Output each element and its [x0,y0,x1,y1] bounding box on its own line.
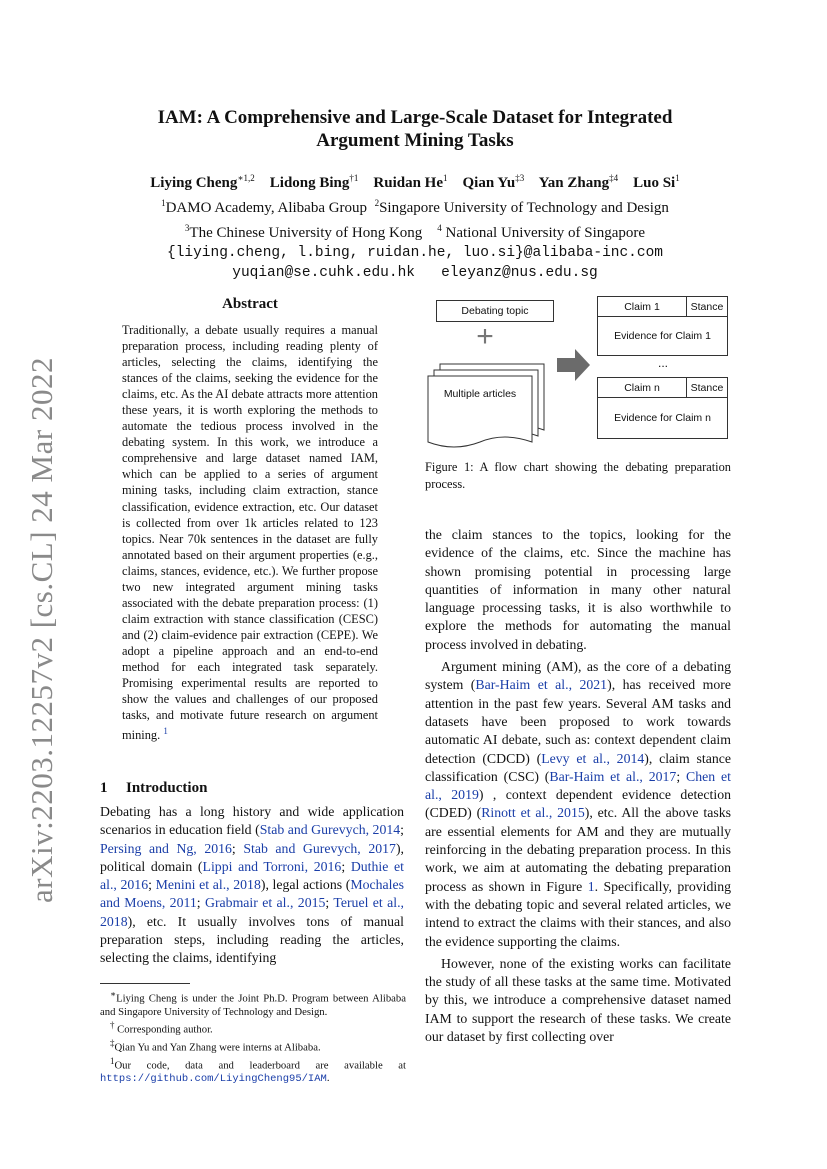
paragraph: the claim stances to the topics, looking for the evidence of the claims, etc. Since the machine has shown promising potential in processing large quantities of information in many other natural language processing tasks, it is also worthwhile to explore the methods for automating the manual process involved in debating. [425,527,731,652]
figure-ref-link[interactable]: 1 [587,878,595,894]
author: Lidong Bing$^{\dagger 1}$ [269,173,359,191]
email-line-1: {liying.cheng, l.bing, ruidan.he, luo.si}@alibaba-inc.com [167,245,663,261]
right-column-text [425,526,731,1046]
plus-sign: + [476,320,494,353]
intro-paragraph: Debating has a long history and wide application scenarios in education field (Stab and Gurevych, 2014; Persing and Ng, 2016; Stab and Gurevych, 2017), political domain (Lippi and Torroni, 2016; Duthie et al., 2016; Menini et al., 2018), legal actions (Mochales and Moens, 2011; Grabmair et al., 2015; Teruel et al., 2018), etc. It usually involves tons of manual preparation steps, including reading the articles, selecting the claims, identifying [100,804,404,966]
citation-link[interactable]: Bar-Haim et al., 2017 [549,768,677,784]
stance-1-box: Stance [686,296,728,317]
citation-link[interactable]: Persing and Ng, 2016 [100,840,232,856]
paper-title [90,106,740,152]
abstract-heading: Abstract [222,296,278,312]
author-names [90,168,740,193]
arxiv-identifier: arXiv:2203.12257v2 [cs.CL] 24 Mar 2022 [24,357,59,903]
citation-link[interactable]: Duthie et al., 2016 [100,858,404,893]
title-line-2: Argument Mining Tasks [316,130,514,151]
affiliation-line-1: $^1$DAMO Academy, Alibaba Group $^2$Singapore University of Technology and Design [161,198,669,216]
section-heading-introduction: 1 Introduction [100,780,208,796]
citation-link[interactable]: Mochales and Moens, 2011 [100,877,404,911]
claim-n-box: Claim n [597,377,687,398]
stance-n-box: Stance [686,377,728,398]
arrow-right-icon [557,349,591,381]
paragraph: However, none of the existing works can facilitate the study of all these tasks at the same time. Motivated by this, we introduce a comprehensive dataset named IAM to support the research of these tasks. We create our dataset by first collecting over [425,955,731,1045]
abstract-text: Traditionally, a debate usually requires a manual preparation process, including reading plenty of articles, selecting the claims, identifying the stances of the claims, seeking the evidence for the claims, etc. As the AI debate attracts more attention these years, it is worth exploring the methods to automate the tedious process involved in the debating system. In this work, we introduce a comprehensive and large dataset named IAM, which can be applied to a series of argument mining tasks, including claim extraction, stance classification, evidence extraction, etc. Our dataset is collected from over 1k articles related to 123 topics. Near 70k sentences in the dataset are fully annotated based on their argument properties (e.g., claims, stances, evidence, etc.). We further propose two new integrated argument mining tasks associated with the debate preparation process: (1) claim extraction with stance classification (CESC) and (2) claim-evidence pair extraction (CEPE). We adopt a pipeline approach and an end-to-end method for each integrated task separately. Promising experimental results are reported to show the values and challenges of our proposed tasks, and motivate future research on argument mining. $^1$ [122,323,378,743]
author: Yan Zhang$^{\ddagger 4}$ [538,173,619,191]
evidence-n-box: Evidence for Claim n [597,397,728,439]
paragraph: Argument mining (AM), as the core of a debating system (Bar-Haim et al., 2021), has received more attention in the past few years. Several AM tasks and datasets have been proposed to work towards automatic AI debate, such as: context dependent claim detection (CDCD) (Levy et al., 2014), claim stance classification (CSC) (Bar-Haim et al., 2017; Chen et al., 2019) , context dependent evidence detection (CDED) (Rinott et al., 2015), etc. All the above tasks are essential elements for AM and they are mutually reinforcing in the debating preparation process. In this work, we aim at automating the debating preparation process as shown in Figure 1. Specifically, providing with the debating topic and several related articles, we intend to extract the claims with their stances, and also the evidence supporting the claims. [425,659,731,949]
figure-1 [426,292,732,452]
author-block [90,168,740,283]
multiple-articles-label: Multiple articles [443,388,517,400]
footnotes [100,988,406,1086]
github-link[interactable]: https://github.com/LiyingCheng95/IAM [100,1073,327,1086]
citation-link[interactable]: Lippi and Torroni, 2016 [202,858,342,874]
title-line-1: IAM: A Comprehensive and Large-Scale Dataset for Integrated [157,107,673,128]
debating-topic-box: Debating topic [436,300,554,322]
footnote: ‡Qian Yu and Yan Zhang were interns at Alibaba. [110,1037,321,1054]
footnote: $^1$Our code, data and leaderboard are available at https://github.com/LiyingCheng95/IAM. [100,1055,406,1086]
affiliation-line-2: $^3$The Chinese University of Hong Kong $^4$ National University of Singapore [184,223,646,241]
footnote: † Corresponding author. [110,1019,213,1036]
citation-link[interactable]: Grabmair et al., 2015 [204,895,326,911]
evidence-1-box: Evidence for Claim 1 [597,316,728,356]
figure-caption: Figure 1: A flow chart showing the debating preparation process. [425,460,732,491]
footnote-ref-1[interactable]: 1 [163,726,168,737]
citation-link[interactable]: Rinott et al., 2015 [481,805,585,821]
author: Ruidan He$^1$ [373,173,448,191]
footnote-rule [100,983,190,984]
citation-link[interactable]: Levy et al., 2014 [541,750,645,766]
document-stack-icon [426,356,556,452]
author: Liying Cheng$^{∗1,2}$ [150,173,255,191]
email-line-2: yuqian@se.cuhk.edu.hk eleyanz@nus.edu.sg [232,265,598,281]
claim-1-box: Claim 1 [597,296,687,317]
author: Luo Si$^1$ [633,173,680,191]
citation-link[interactable]: Chen et al., 2019 [425,768,731,803]
citation-link[interactable]: Menini et al., 2018 [155,877,261,893]
footnote: ∗Liying Cheng is under the Joint Ph.D. Program between Alibaba and Singapore University of Technology and Design. [100,989,406,1018]
arxiv-sidebar [22,357,62,903]
citation-link[interactable]: Bar-Haim et al., 2021 [475,677,608,693]
ellipsis: ... [657,356,668,370]
citation-link[interactable]: Stab and Gurevych, 2014 [259,822,401,838]
author: Qian Yu$^{\ddagger 3}$ [462,173,525,191]
citation-link[interactable]: Stab and Gurevych, 2017 [243,840,396,856]
citation-link[interactable]: Teruel et al., 2018 [100,895,404,929]
